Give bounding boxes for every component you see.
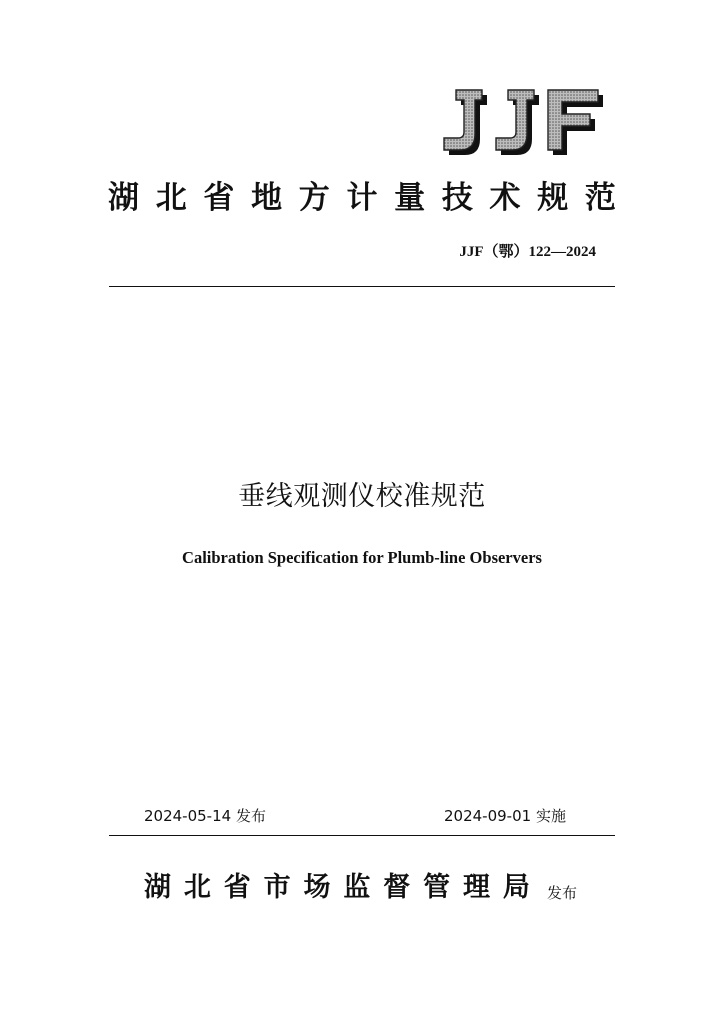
top-divider bbox=[109, 286, 615, 287]
org-title bbox=[108, 172, 616, 216]
org-title-char: 北 bbox=[155, 179, 187, 216]
issuer-char: 监 bbox=[343, 872, 371, 903]
org-title-char: 技 bbox=[441, 179, 473, 216]
org-title-char: 计 bbox=[346, 179, 378, 216]
issuer-char: 督 bbox=[383, 872, 411, 903]
org-title-char: 省 bbox=[203, 179, 235, 216]
issuer-char: 市 bbox=[263, 872, 291, 903]
org-title-char: 方 bbox=[298, 179, 330, 216]
issuer-name bbox=[144, 868, 530, 908]
issuer-char: 管 bbox=[423, 872, 451, 903]
org-title-char: 地 bbox=[251, 179, 283, 216]
issuer-char: 湖 bbox=[144, 872, 171, 903]
org-title-char: 范 bbox=[584, 179, 616, 216]
logo-text: JJF bbox=[438, 88, 440, 89]
issuer-char: 局 bbox=[502, 872, 530, 903]
issuer-char: 北 bbox=[183, 872, 211, 903]
bottom-divider bbox=[109, 835, 615, 836]
document-title-english: Calibration Specification for Plumb-line Observers bbox=[182, 548, 542, 567]
issuer-char: 场 bbox=[303, 872, 331, 903]
org-title-char: 湖 bbox=[108, 179, 139, 216]
issuer-char: 省 bbox=[223, 872, 251, 903]
jjf-logo bbox=[438, 88, 604, 158]
org-title-char: 术 bbox=[489, 179, 521, 216]
issuer-char: 理 bbox=[463, 872, 490, 903]
org-title-char: 量 bbox=[394, 179, 426, 216]
publish-date: 2024-05-14 发布 bbox=[144, 807, 266, 825]
org-title-char: 规 bbox=[537, 179, 569, 216]
issuer-line bbox=[144, 864, 584, 908]
spec-code: JJF（鄂）122—2024 bbox=[459, 244, 596, 260]
implement-date: 2024-09-01 实施 bbox=[444, 807, 566, 825]
issuer-suffix: 发布 bbox=[547, 884, 578, 902]
document-title-chinese: 垂线观测仪校准规范 bbox=[238, 481, 486, 512]
